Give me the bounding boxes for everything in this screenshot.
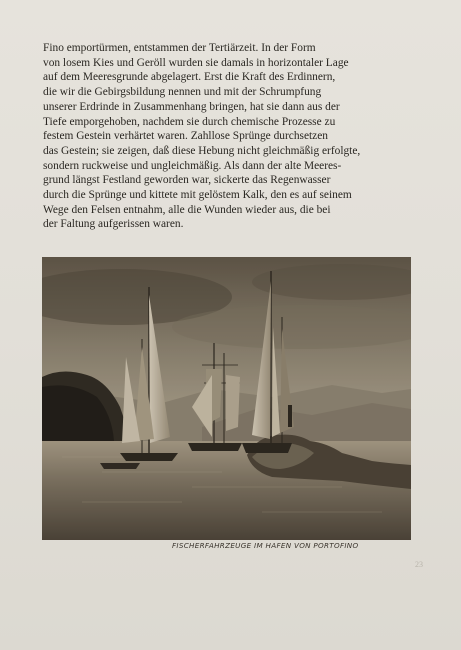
photo-caption: FISCHERFAHRZEUGE IM HAFEN VON PORTOFINO [172, 541, 359, 550]
text-line: durch die Sprünge und kittete mit gelöstem Kalk, den es auf seinem [43, 189, 352, 202]
text-line: unserer Erdrinde in Zusammenhang bringen, hat sie dann aus der [43, 100, 340, 113]
text-line: sondern ruckweise und ungleichmäßig. Als dann der alte Meeres- [43, 159, 342, 172]
text-line: grund längst Festland geworden war, sickerte das Regenwasser [43, 174, 331, 187]
text-line: Fino emportürmen, entstammen der Tertiärzeit. In der Form [43, 42, 316, 54]
text-line: Wege den Felsen entnahm, alle die Wunden wieder aus, die bei [43, 203, 331, 216]
text-line: der Faltung aufgerissen waren. [43, 218, 184, 231]
harbor-photograph-drawing [42, 257, 411, 540]
text-line: das Gestein; sie zeigen, daß diese Hebung nicht gleichmäßig erfolgte, [43, 144, 361, 157]
page-mark: 23 [415, 560, 423, 569]
text-line: von losem Kies und Geröll wurden sie damals in horizontaler Lage [43, 56, 349, 69]
text-line: die wir die Gebirgsbildung nennen und mit der Schrumpfung [43, 86, 322, 99]
body-text [43, 41, 415, 232]
text-line: Tiefe emporgehoben, nachdem sie durch chemische Prozesse zu [43, 115, 336, 128]
text-line: auf dem Meeresgrunde abgelagert. Erst die Kraft des Erdinnern, [43, 71, 336, 84]
text-line: festem Gestein verhärtet waren. Zahllose Sprünge durchsetzen [43, 130, 328, 143]
harbor-photograph [42, 257, 411, 540]
